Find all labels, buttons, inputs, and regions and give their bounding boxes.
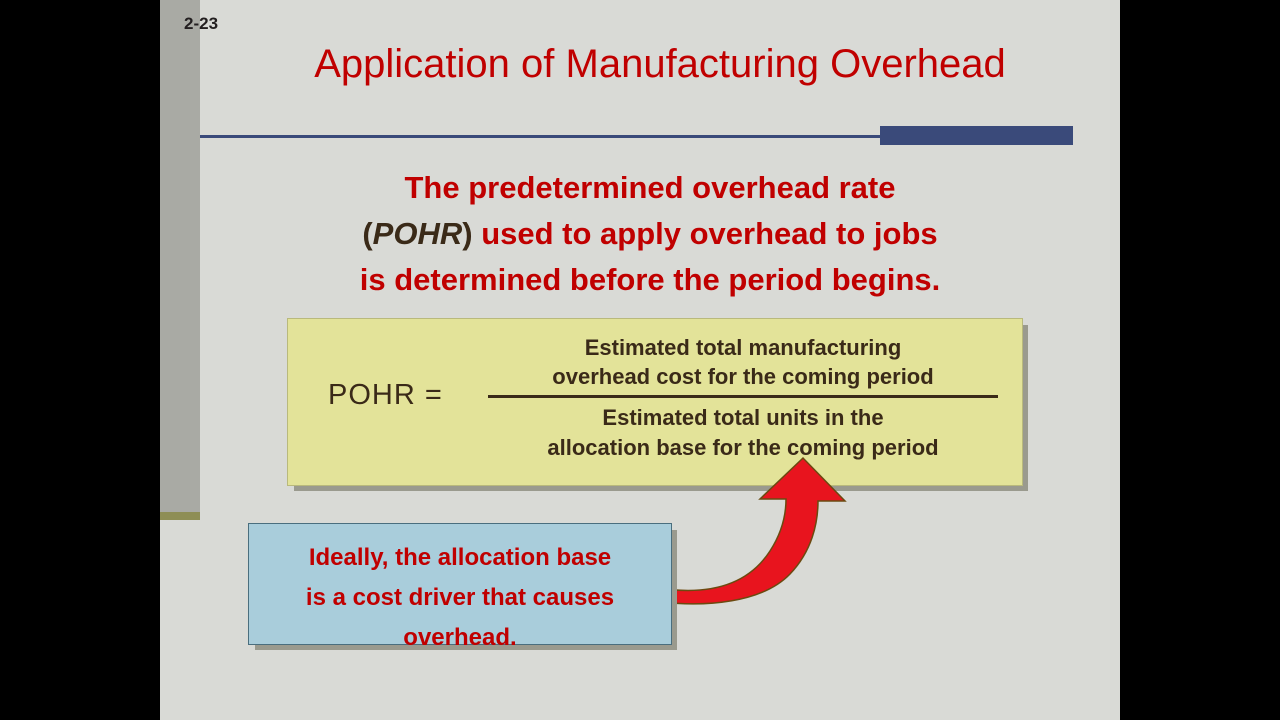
callout-box	[248, 523, 672, 651]
left-decorative-band-accent	[160, 512, 200, 520]
formula-numerator	[483, 333, 1003, 391]
formula-label: POHR =	[328, 379, 443, 411]
title-divider-rule	[200, 135, 880, 138]
body-line-2-rest: used to apply overhead to jobs	[472, 216, 938, 251]
title-divider-block	[880, 126, 1073, 145]
formula-denominator-line-1: Estimated total units in the	[602, 405, 884, 430]
letterbox-right	[1120, 0, 1280, 720]
callout-line-1: Ideally, the allocation base	[308, 544, 612, 571]
body-line-2-open-paren: (	[362, 216, 373, 251]
body-line-2-close-paren: )	[462, 216, 473, 251]
formula-numerator-line-1: Estimated total manufacturing	[584, 335, 902, 360]
slide-canvas	[160, 0, 1120, 720]
formula-numerator-line-2: overhead cost for the coming period	[552, 364, 934, 389]
letterbox-left	[0, 0, 160, 720]
formula-denominator	[483, 403, 1003, 463]
left-decorative-band	[160, 0, 200, 512]
formula-fraction	[483, 333, 1003, 463]
body-line-3: is determined before the period begins.	[359, 262, 941, 297]
body-line-2-acronym: POHR	[372, 216, 463, 251]
callout-text	[249, 538, 671, 658]
formula-denominator-line-2: allocation base for the coming period	[547, 435, 939, 460]
body-statement	[220, 165, 1080, 303]
slide-number: 2-23	[184, 14, 219, 33]
callout-line-3: overhead.	[403, 624, 517, 651]
page-title: Application of Manufacturing Overhead	[314, 42, 1006, 86]
callout-line-2: is a cost driver that causes	[305, 584, 615, 611]
body-line-1: The predetermined overhead rate	[404, 170, 896, 205]
body-line-2	[220, 211, 1080, 257]
formula-fraction-bar	[488, 395, 998, 398]
